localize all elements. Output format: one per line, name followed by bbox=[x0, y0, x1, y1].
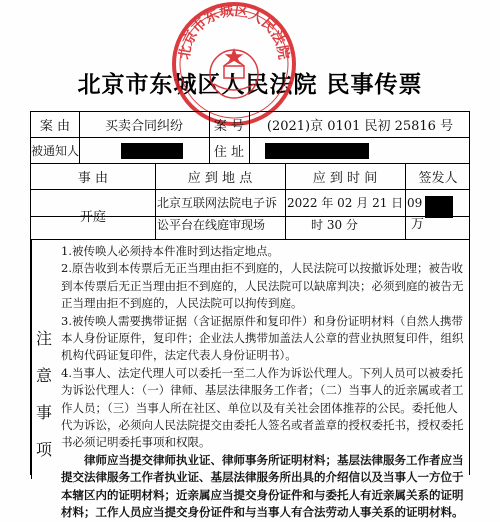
matter-header: 事 由 bbox=[77, 171, 109, 186]
note-3: 3.被传唤人需要携带证据（含证据原件和复印件）和身份证明材料（自然人携带本人身份证原件，复印件；企业法人携带加盖法人公章的营业执照复印件，组织机构代码证复印件，法定代表人身份证明书）。 bbox=[61, 313, 464, 363]
matter-value: 开庭 bbox=[79, 209, 106, 225]
summons-table bbox=[30, 111, 470, 520]
svg-text:北京市东城区人民法院: 北京市东城区人民法院 bbox=[176, 3, 292, 61]
notes-text bbox=[61, 243, 465, 522]
case-cause-label: 案 由 bbox=[39, 119, 71, 134]
time-line-1: 2022 年 02 月 21 日 09 bbox=[287, 195, 423, 210]
address-label: 住 址 bbox=[213, 145, 245, 160]
note-5: 律师应当提交律师执业证、律师事务所证明材料；基层法律服务工作者应当提交法律服务工作者执业证、基层法律服务所出具的介绍信以及当事人一方位于本辖区内的证明材料；近亲属应当提交身份证件和与委托人有近亲属关系的证明材料；工作人员应当提交身份证件和与当事人有合法劳动人事关系的证明材料。 bbox=[61, 452, 464, 520]
notes-label: 注 意 事 项 bbox=[35, 329, 52, 459]
time-line-2: 时 30 分 bbox=[311, 217, 358, 232]
page-title: 北京市东城区人民法院 民事传票 bbox=[77, 72, 423, 98]
case-number-value: (2021)京 0101 民初 25816 号 bbox=[266, 119, 454, 134]
signer-suffix: 万 bbox=[411, 216, 425, 232]
redacted-name bbox=[121, 143, 183, 159]
case-cause-value: 买卖合同纠纷 bbox=[104, 119, 183, 134]
redacted-address bbox=[265, 143, 369, 159]
note-1: 1.被传唤人必须持本件准时到达指定地点。 bbox=[61, 244, 279, 258]
place-header: 应 到 地 点 bbox=[187, 171, 253, 186]
note-2: 2.原告收到本传票后无正当理由拒不到庭的，人民法院可以按撤诉处理；被告收到本传票后无正当理由拒不到庭的，人民法院可以缺席判决；必须到庭的被告无正当理由拒不到庭的，人民法院可以拘传到庭。 bbox=[61, 261, 464, 311]
note-4: 4.当事人、法定代理人可以委托一至二人作为诉讼代理人。下列人员可以被委托为诉讼代理人：（一）律师、基层法律服务工作者；（二）当事人的近亲属或者工作人员；（三）当事人所在社区、单位以及有关社会团体推荐的公民。委托他人代为诉讼，必须向人民法院提交由委托人签名或者盖章的授权委托书，授权委托书必须记明委托事项和权限。 bbox=[61, 365, 464, 450]
place-line-2: 讼平台在线庭审现场 bbox=[157, 217, 266, 232]
court-seal bbox=[170, 0, 298, 128]
signer-header: 签发人 bbox=[418, 171, 458, 186]
notified-person-label: 被通知人 bbox=[31, 144, 80, 158]
place-line-1: 北京互联网法院电子诉 bbox=[157, 195, 278, 210]
time-header: 应 到 时 间 bbox=[312, 171, 378, 186]
case-number-label: 案 号 bbox=[213, 119, 245, 134]
